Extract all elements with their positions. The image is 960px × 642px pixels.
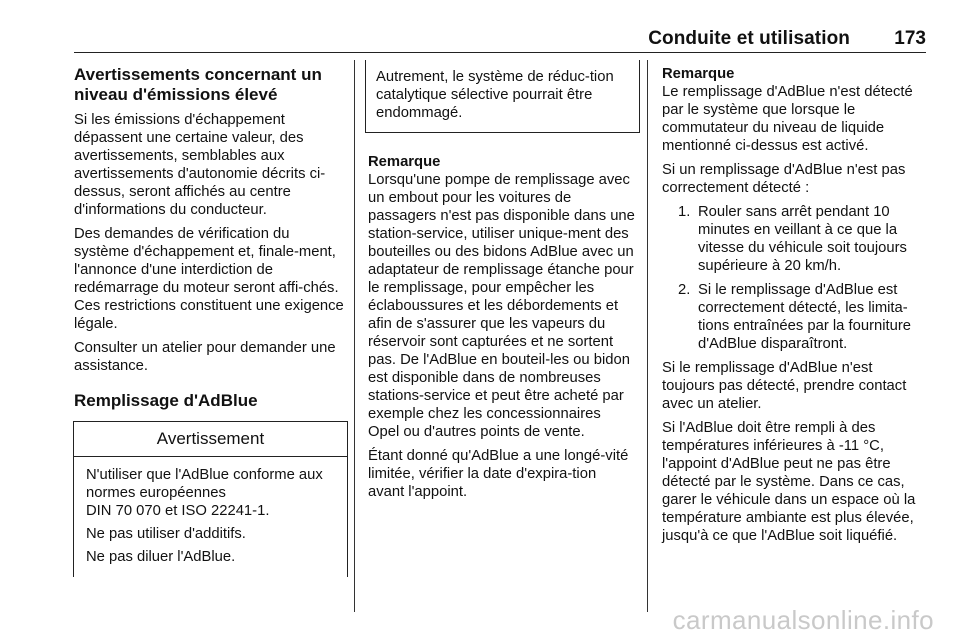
warning-box-continued	[365, 60, 640, 133]
step-text: Si le remplissage d'AdBlue est correctement détecté, les limita-tions entraînées par la fourniture d'AdBlue disparaîtront.	[698, 282, 912, 352]
list-item	[662, 281, 928, 353]
steps-list	[662, 203, 928, 353]
warning-text	[86, 466, 339, 520]
paragraph: Si un remplissage d'AdBlue n'est pas correctement détecté :	[662, 162, 906, 196]
remark-block	[368, 153, 636, 441]
column-divider-1	[354, 60, 355, 612]
column-divider-2	[647, 60, 648, 612]
column-1	[74, 65, 344, 577]
remark-text: Lorsqu'une pompe de remplissage avec un embout pour les voitures de passagers n'est pas disponible dans une station-service, utiliser unique-ment des bouteilles ou des bidons AdBlue avec un adaptateur de remplissage étanche pour le remplissage, pour empêcher les éclaboussures et les débordements et afin de s'assurer que les vapeurs du réservoir sont capturées et ne sortent pas. De l'AdBlue en bouteil-les ou bidon est disponible dans de nombreuses stations-service et peut être acheté par exemple chez les concessionnaires Opel ou d'autres points de vente.	[368, 172, 635, 440]
remark-text: Le remplissage d'AdBlue n'est détecté par le système que lorsque le commutateur du niveau de liquide mentionné ci-dessus est activé.	[662, 84, 913, 154]
paragraph: Si les émissions d'échappement dépassent une certaine valeur, des avertissements, semblables aux avertissements d'autonomie décrits ci-dessus, seront affichés au centre d'informations du conducteur.	[74, 112, 326, 218]
warning-text: Ne pas diluer l'AdBlue.	[86, 549, 236, 565]
warning-line: DIN 70 070 et ISO 22241-1.	[86, 503, 270, 519]
section-heading-adblue: Remplissage d'AdBlue	[74, 391, 258, 410]
watermark: carmanualsonline.info	[672, 605, 934, 635]
paragraph: Des demandes de vérification du système d'échappement et, finale-ment, l'annonce d'une interdiction de redémarrage du moteur seront affi-chés. Ces restrictions constituent une exigence légale.	[74, 226, 344, 332]
step-text: Rouler sans arrêt pendant 10 minutes en veillant à ce que la vitesse du véhicule soit toujours supérieure à 20 km/h.	[698, 204, 907, 274]
page-number: 173	[894, 28, 926, 49]
warning-line: N'utiliser que l'AdBlue conforme aux normes européennes	[86, 467, 323, 501]
paragraph: Étant donné qu'AdBlue a une longé-vité limitée, vérifier la date d'expira-tion avant l'appoint.	[368, 448, 629, 500]
warning-body	[74, 457, 347, 577]
remark-label: Remarque	[368, 154, 441, 170]
step-number: 1.	[678, 204, 691, 220]
warning-box	[73, 421, 348, 577]
paragraph: Consulter un atelier pour demander une assistance.	[74, 340, 336, 374]
column-2	[368, 65, 636, 507]
step-number: 2.	[678, 282, 691, 298]
warning-text: Autrement, le système de réduc-tion catalytique sélective pourrait être endommagé.	[376, 69, 614, 121]
list-item	[662, 203, 928, 275]
warning-text: Ne pas utiliser d'additifs.	[86, 526, 246, 542]
paragraph: Si l'AdBlue doit être rempli à des températures inférieures à -11 °C, l'appoint d'AdBlue peut ne pas être détecté par le système. Dans ce cas, garer le véhicule dans un espace où la température ambiante est plus élevée, jusqu'à ce que l'AdBlue soit liquéfié.	[662, 420, 916, 544]
column-3	[662, 65, 928, 551]
section-heading-emissions: Avertissements concernant un niveau d'émissions élevé	[74, 65, 322, 104]
page-title: Conduite et utilisation	[648, 28, 850, 49]
paragraph: Si le remplissage d'AdBlue n'est toujours pas détecté, prendre contact avec un atelier.	[662, 360, 907, 412]
warning-title: Avertissement	[74, 421, 347, 457]
page-header	[74, 26, 926, 53]
remark-label: Remarque	[662, 66, 735, 82]
